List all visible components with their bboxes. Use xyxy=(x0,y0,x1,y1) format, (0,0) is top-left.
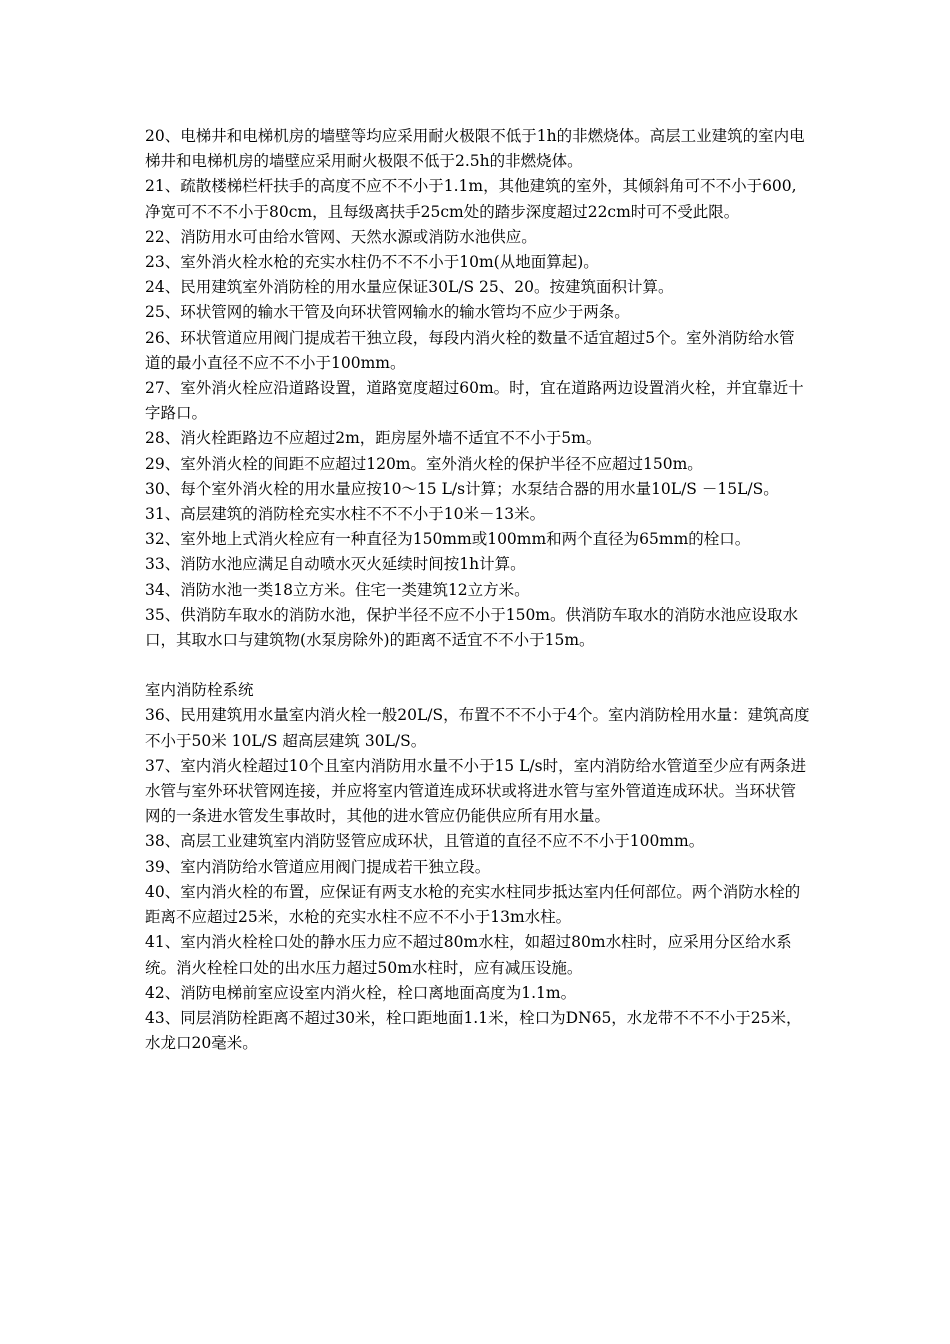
paragraph-39: 39、室内消防给水管道应用阀门提成若干独立段。 xyxy=(145,857,491,876)
paragraph-27: 27、室外消火栓应沿道路设置，道路宽度超过60m。时，宜在道路两边设置消火栓，并宜靠近十字路口。 xyxy=(145,379,804,423)
paragraph-35: 35、供消防车取水的消防水池，保护半径不应不小于150m。供消防车取水的消防水池应设取水口，其取水口与建筑物(水泵房除外)的距离不适宜不不小于15m。 xyxy=(145,605,799,650)
paragraph-25: 25、环状管网的输水干管及向环状管网输水的输水管均不应少于两条。 xyxy=(145,303,630,322)
paragraph-33: 33、消防水池应满足自动喷水灭火延续时间按1h计算。 xyxy=(145,555,526,574)
paragraph-36: 36、民用建筑用水量室内消火栓一般20L/S，布置不不不小于4个。室内消防栓用水量：建筑高度不小于50米 10L/S 超高层建筑 30L/S。 xyxy=(145,706,810,750)
paragraph-37: 37、室内消火栓超过10个且室内消防用水量不小于15 L/s时，室内消防给水管道至少应有两条进水管与室外环状管网连接，并应将室内管道连成环状或将进水管与室外管道连成环状。当环状管网的一条进水管发生事故时，其他的进水管应仍能供应所有用水量。 xyxy=(145,756,807,826)
paragraph-22: 22、消防用水可由给水管网、天然水源或消防水池供应。 xyxy=(145,227,537,246)
paragraph-32: 32、室外地上式消火栓应有一种直径为150mm或100mm和两个直径为65mm的栓口。 xyxy=(145,530,751,549)
paragraph-30: 30、每个室外消火栓的用水量应按10～15 L/s计算；水泵结合器的用水量10L/S －15L/S。 xyxy=(145,479,779,498)
paragraph-31: 31、高层建筑的消防栓充实水柱不不不小于10米－13米。 xyxy=(145,505,546,524)
paragraph-28: 28、消火栓距路边不应超过2m，距房屋外墙不适宜不不小于5m。 xyxy=(145,429,602,448)
paragraph-38: 38、高层工业建筑室内消防竖管应成环状，且管道的直径不应不不小于100mm。 xyxy=(145,832,705,851)
paragraph-21: 21、疏散楼梯栏杆扶手的高度不应不不小于1.1m，其他建筑的室外，其倾斜角可不不小于600,净宽可不不不小于80cm，且每级离扶手25cm处的踏步深度超过22cm时可不受此限。 xyxy=(145,177,797,221)
paragraph-40: 40、室内消火栓的布置，应保证有两支水枪的充实水柱同步抵达室内任何部位。两个消防水栓的距离不应超过25米，水枪的充实水柱不应不不小于13m水柱。 xyxy=(145,882,801,927)
paragraph-24: 24、民用建筑室外消防栓的用水量应保证30L/S 25、20。按建筑面积计算。 xyxy=(145,278,674,297)
paragraph-34: 34、消防水池一类18立方米。住宅一类建筑12立方米。 xyxy=(145,580,530,599)
paragraph-41: 41、室内消火栓栓口处的静水压力应不超过80m水柱，如超过80m水柱时，应采用分区给水系统。消火栓栓口处的出水压力超过50m水柱时，应有减压设施。 xyxy=(145,933,792,977)
paragraph-42: 42、消防电梯前室应设室内消火栓，栓口离地面高度为1.1m。 xyxy=(145,983,577,1002)
section-spacer xyxy=(145,653,810,678)
paragraph-29: 29、室外消火栓的间距不应超过120m。室外消火栓的保护半径不应超过150m。 xyxy=(145,454,703,473)
paragraph-23: 23、室外消火栓水枪的充实水柱仍不不不小于10m(从地面算起)。 xyxy=(145,253,599,272)
document-body xyxy=(145,124,810,1056)
paragraph-20: 20、电梯井和电梯机房的墙壁等均应采用耐火极限不低于1h的非燃烧体。高层工业建筑的室内电梯井和电梯机房的墙壁应采用耐火极限不低于2.5h的非燃烧体。 xyxy=(145,127,805,171)
paragraph-43: 43、同层消防栓距离不超过30米，栓口距地面1.1米，栓口为DN65，水龙带不不不小于25米，水龙口20毫米。 xyxy=(145,1008,802,1053)
section-heading: 室内消防栓系统 xyxy=(145,681,254,700)
paragraph-26: 26、环状管道应用阀门提成若干独立段，每段内消火栓的数量不适宜超过5个。室外消防给水管道的最小直径不应不不小于100mm。 xyxy=(145,328,795,372)
